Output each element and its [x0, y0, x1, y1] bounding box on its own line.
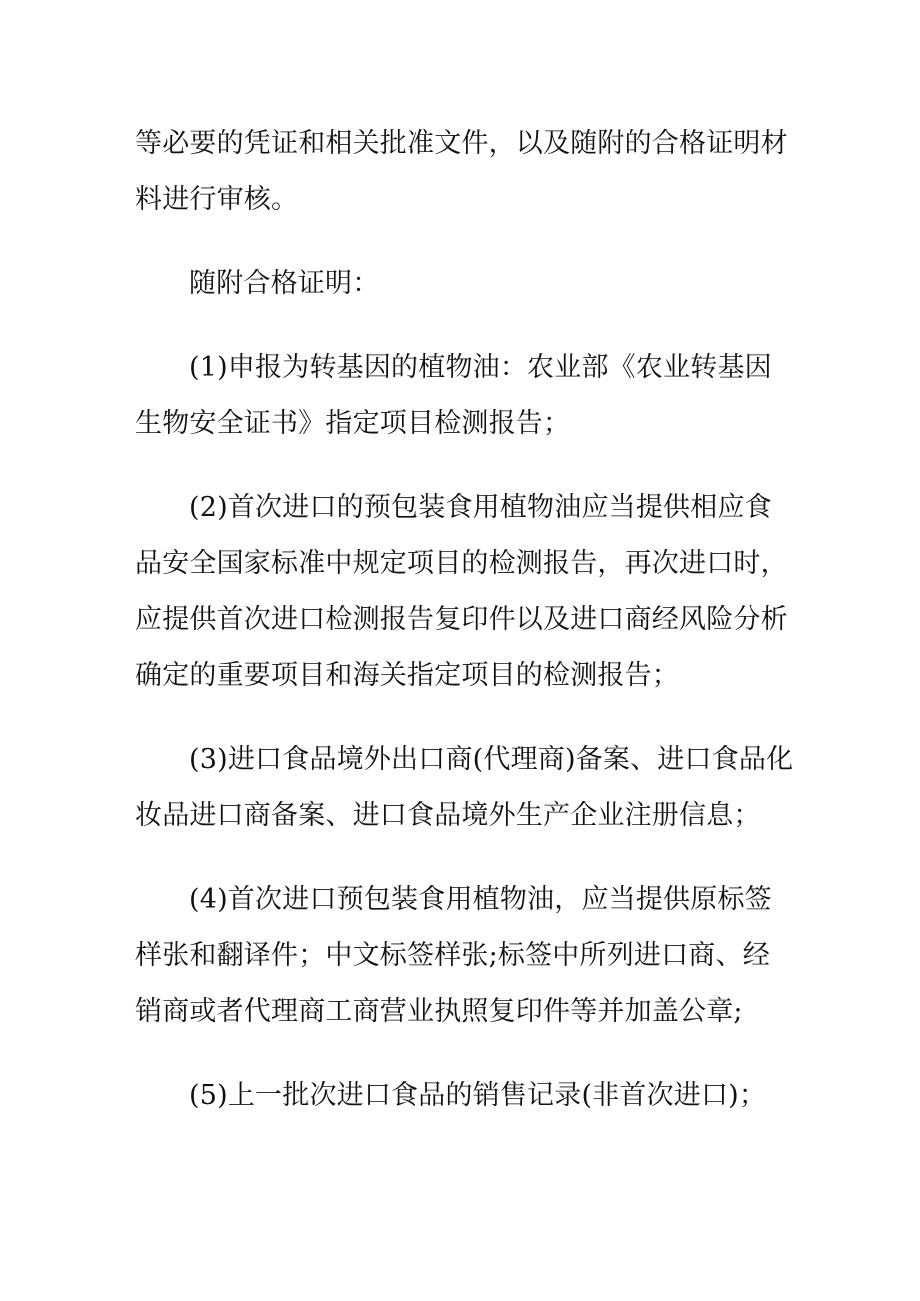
paragraph-item-3: (3)进口食品境外出口商(代理商)备案、进口食品化妆品进口商备案、进口食品境外生产企业注册信息；	[135, 744, 794, 831]
paragraph-item-2: (2)首次进口的预包装食用植物油应当提供相应食品安全国家标准中规定项目的检测报告，再次进口时，应提供首次进口检测报告复印件以及进口商经风险分析确定的重要项目和海关指定项目的检测报告；	[135, 492, 788, 691]
document-body	[135, 116, 795, 1152]
paragraph-item-5: (5)上一批次进口食品的销售记录(非首次进口)；	[189, 1080, 767, 1111]
paragraph-continuation: 等必要的凭证和相关批准文件，以及随附的合格证明材料进行审核。	[135, 128, 788, 215]
paragraph-item-1: (1)申报为转基因的植物油：农业部《农业转基因生物安全证书》指定项目检测报告；	[135, 352, 772, 439]
paragraph-heading-certificates: 随附合格证明：	[189, 268, 380, 299]
paragraph-item-4: (4)首次进口预包装食用植物油，应当提供原标签样张和翻译件；中文标签样张;标签中所列进口商、经销商或者代理商工商营业执照复印件等并加盖公章;	[135, 884, 772, 1027]
